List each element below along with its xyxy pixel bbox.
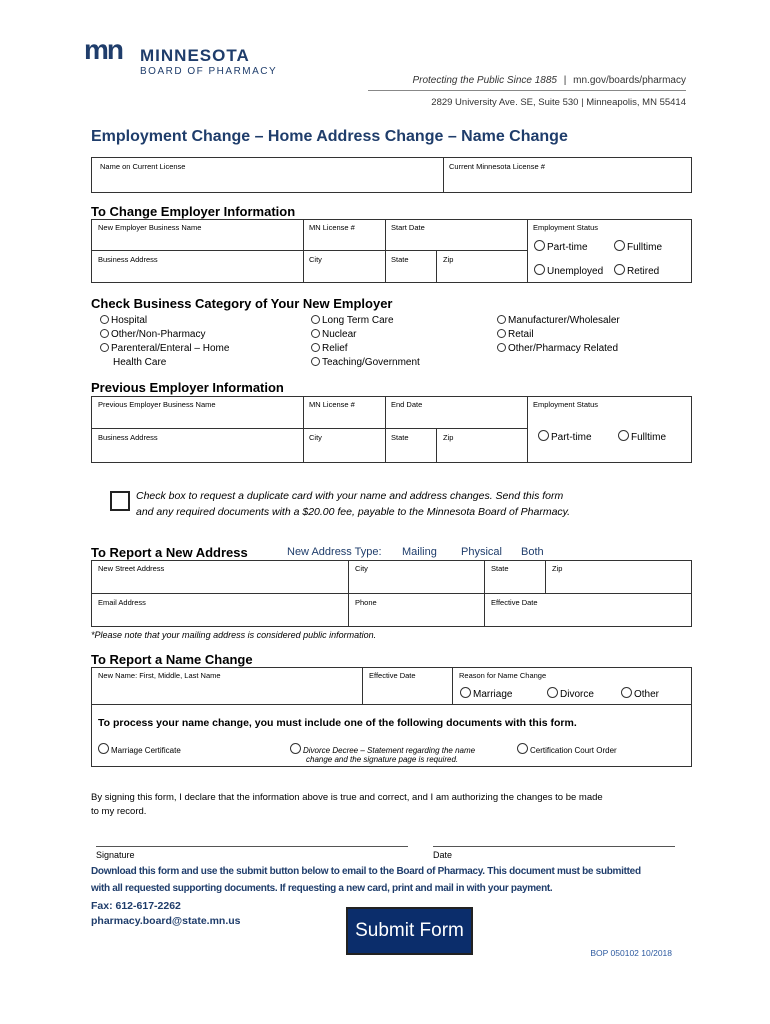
address-city-field[interactable] [348,560,485,594]
address-heading: To Report a New Address [91,545,248,560]
phone-label: Phone [355,598,377,607]
radio-icon [534,264,545,275]
radio-icon [290,743,301,754]
status-unemployed[interactable]: Unemployed [534,264,603,277]
radio-icon [497,329,506,338]
duplicate-line-1: Check box to request a duplicate card with your name and address changes. Send this form [136,490,564,502]
radio-icon [547,687,558,698]
header-contact [300,75,686,86]
signature-line[interactable] [96,846,408,847]
previous-name-field[interactable] [91,396,304,429]
doc-divorce-decree[interactable]: Divorce Decree – Statement regarding the name [290,743,475,755]
radio-icon [517,743,528,754]
declaration-text [91,791,603,819]
previous-status-box [527,396,692,463]
radio-icon [460,687,471,698]
status-part-time[interactable]: Part-time [534,240,588,253]
radio-icon [614,264,625,275]
logo [84,34,284,82]
previous-zip-field[interactable] [436,428,528,463]
radio-icon [497,315,506,324]
previous-state-label: State [391,433,409,442]
name-reason-box [452,667,692,705]
name-effective-date-label: Effective Date [369,671,416,680]
fax-number: Fax: 612-617-2262 [91,900,181,912]
category-teaching[interactable]: Teaching/Government [311,357,420,368]
docs-heading: To process your name change, you must include one of the following documents with this form. [98,717,577,729]
address-type-mailing[interactable]: Mailing [402,546,437,558]
end-date-label: End Date [391,400,423,409]
previous-status-part-time[interactable]: Part-time [538,430,592,443]
board-email[interactable]: pharmacy.board@state.mn.us [91,915,241,927]
address-effective-date-field[interactable] [484,593,692,627]
submit-form-button[interactable] [346,907,473,955]
previous-address-label: Business Address [98,433,158,442]
address-type-label: New Address Type: [287,546,382,558]
category-relief[interactable]: Relief [311,343,348,354]
instructions [91,863,641,897]
employer-status-label: Employment Status [533,223,599,232]
address-type-both[interactable]: Both [521,546,544,558]
start-date-field[interactable] [385,219,528,251]
form-title: Employment Change – Home Address Change – Name Change [91,128,568,145]
header-rule [368,90,686,91]
signature-label: Signature [96,850,135,860]
street-address-field[interactable] [91,560,349,594]
address-zip-field[interactable] [545,560,692,594]
employer-status-box [527,219,692,283]
name-docs-box [91,704,692,767]
duplicate-card-checkbox[interactable] [110,491,130,511]
previous-license-field[interactable] [303,396,386,429]
address-type-physical[interactable]: Physical [461,546,502,558]
previous-heading: Previous Employer Information [91,380,284,395]
name-on-license-label: Name on Current License [100,162,186,171]
category-parenteral-line2: Health Care [113,357,167,368]
previous-status-fulltime[interactable]: Fulltime [618,430,666,443]
end-date-field[interactable] [385,396,528,429]
employer-zip-label: Zip [443,255,454,264]
website-link[interactable]: mn.gov/boards/pharmacy [573,75,686,86]
radio-icon [311,357,320,366]
previous-state-field[interactable] [385,428,437,463]
radio-icon [100,315,109,324]
address-city-label: City [355,564,368,573]
street-address-label: New Street Address [98,564,165,573]
declaration-line-1: By signing this form, I declare that the information above is true and correct, and I am authorizing the changes to be made [91,792,603,803]
previous-status-label: Employment Status [533,400,599,409]
date-label: Date [433,850,453,860]
doc-court-order[interactable]: Certification Court Order [517,743,617,755]
previous-city-label: City [309,433,322,442]
address-effective-date-label: Effective Date [491,598,538,607]
category-heading: Check Business Category of Your New Employer [91,296,393,311]
doc-marriage-certificate[interactable]: Marriage Certificate [98,743,181,755]
employer-license-field[interactable] [303,219,386,251]
previous-name-label: Previous Employer Business Name [98,400,216,409]
address-zip-label: Zip [552,564,563,573]
employer-license-label: MN License # [309,223,355,232]
name-effective-date-field[interactable] [362,667,453,705]
status-retired[interactable]: Retired [614,264,659,277]
name-reason-label: Reason for Name Change [459,671,547,680]
reason-divorce[interactable]: Divorce [547,687,594,700]
employer-address-label: Business Address [98,255,158,264]
category-retail[interactable]: Retail [497,329,534,340]
radio-icon [100,329,109,338]
new-name-label: New Name: First, Middle, Last Name [98,671,221,680]
radio-icon [100,343,109,352]
radio-icon [614,240,625,251]
radio-icon [497,343,506,352]
radio-icon [621,687,632,698]
new-name-field[interactable] [91,667,363,705]
declaration-line-2: to my record. [91,806,147,817]
radio-icon [311,315,320,324]
current-license-label: Current Minnesota License # [449,162,545,171]
date-line[interactable] [433,846,675,847]
previous-city-field[interactable] [303,428,386,463]
logo-name: MINNESOTA [140,46,250,65]
duplicate-card-text [136,488,570,520]
previous-zip-label: Zip [443,433,454,442]
start-date-label: Start Date [391,223,425,232]
previous-address-field[interactable] [91,428,304,463]
category-long-term-care[interactable]: Long Term Care [311,315,394,326]
employer-name-field[interactable] [91,219,304,251]
address-state-label: State [491,564,509,573]
status-fulltime[interactable]: Fulltime [614,240,662,253]
name-change-heading: To Report a Name Change [91,652,253,667]
employer-heading: To Change Employer Information [91,204,296,219]
employer-zip-field[interactable] [436,250,528,283]
employer-city-field[interactable] [303,250,386,283]
category-other-non-pharmacy[interactable]: Other/Non-Pharmacy [100,329,205,340]
header-address: 2829 University Ave. SE, Suite 530 | Minneapolis, MN 55414 [431,97,686,108]
email-field[interactable] [91,593,349,627]
radio-icon [618,430,629,441]
previous-license-label: MN License # [309,400,355,409]
current-license-field[interactable] [443,157,692,193]
reason-marriage[interactable]: Marriage [460,687,512,700]
instructions-line-2: with all requested supporting documents. If requesting a new card, print and mail in with your payment. [91,883,553,894]
employer-state-field[interactable] [385,250,437,283]
name-on-license-field[interactable] [91,157,444,193]
reason-other[interactable]: Other [621,687,659,700]
logo-sub: BOARD OF PHARMACY [140,66,278,77]
phone-field[interactable] [348,593,485,627]
employer-address-field[interactable] [91,250,304,283]
radio-icon [534,240,545,251]
radio-icon [98,743,109,754]
header-separator: | [563,75,567,86]
email-label: Email Address [98,598,146,607]
form-code: BOP 050102 10/2018 [590,948,672,958]
doc-divorce-decree-line2: change and the signature page is required. [306,755,459,764]
employer-name-label: New Employer Business Name [98,223,202,232]
category-nuclear[interactable]: Nuclear [311,329,356,340]
instructions-line-1: Download this form and use the submit button below to email to the Board of Pharmacy. This document must be submitted [91,866,641,877]
employer-city-label: City [309,255,322,264]
logo-mark: mn [84,34,122,65]
category-hospital[interactable]: Hospital [100,315,147,326]
submit-form-label: Submit Form [355,920,464,941]
radio-icon [538,430,549,441]
address-state-field[interactable] [484,560,546,594]
category-other-pharmacy[interactable]: Other/Pharmacy Related [497,343,618,354]
address-note: *Please note that your mailing address is considered public information. [91,630,377,640]
radio-icon [311,343,320,352]
tagline: Protecting the Public Since 1885 [412,75,557,86]
duplicate-line-2: and any required documents with a $20.00 fee, payable to the Minnesota Board of Pharmacy. [136,506,571,518]
radio-icon [311,329,320,338]
category-manufacturer[interactable]: Manufacturer/Wholesaler [497,315,620,326]
category-parenteral[interactable]: Parenteral/Enteral – Home [100,343,229,354]
employer-state-label: State [391,255,409,264]
